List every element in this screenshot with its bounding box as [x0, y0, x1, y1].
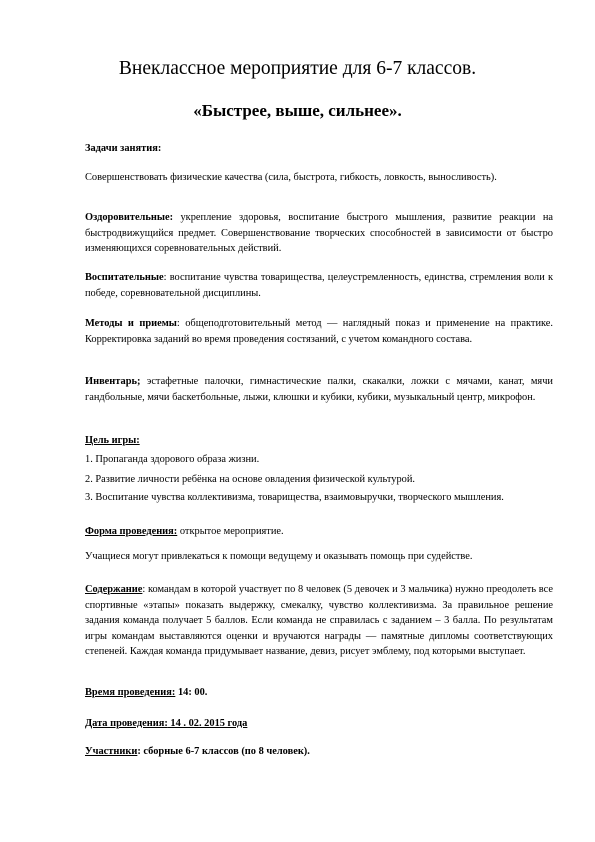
form-paragraph — [85, 524, 553, 540]
educational-paragraph — [85, 270, 553, 301]
educational-text: : воспитание чувства товарищества, целеустремленность, единства, стремления воли к победе, соревновательной дисциплины. — [85, 272, 553, 299]
inventory-text: эстафетные палочки, гимнастические палки, скакалки, ложки с мячами, канат, мячи гандбольные, мячи баскетбольные, лыжи, клюшки и кубики, кубики, музыкальный центр, микрофон. — [85, 376, 553, 403]
time-value: 14: 00. — [175, 687, 208, 698]
tasks-label: Задачи занятия: — [85, 143, 162, 154]
time-label: Время проведения: — [85, 687, 176, 698]
methods-text: : общеподготовительный метод — наглядный показ и применение на практике. Корректировка заданий во время проведения состязаний, с учетом командного состава. — [85, 318, 554, 345]
date-label: Дата проведения: — [85, 718, 168, 729]
tasks-heading — [85, 141, 553, 157]
goal-item: 2. Развитие личности ребёнка на основе овладения физической культурой. — [85, 474, 415, 485]
inventory-label: Инвентарь; — [85, 376, 141, 387]
content-paragraph — [85, 582, 553, 660]
participants-paragraph — [85, 744, 553, 760]
tasks-text: Совершенствовать физические качества (сила, быстрота, гибкость, ловкость, выносливость). — [85, 172, 497, 183]
goal-heading — [85, 433, 553, 449]
content-text: : командам в которой участвует по 8 человек (5 девочек и 3 мальчика) нужно преодолеть все спортивные «этапы» показать выдержку, смекалку, чувство коллективизма. За правильное решение задания команда получает 5 баллов. Если команда не справилась с заданием – 3 балла. По результатам игры командам выставляются оценки и вручаются награды — памятные дипломы соответствующих степеней. Каждая команда придумывает название, девиз, рисует эмблему, под которыми выступает. — [85, 584, 553, 657]
methods-paragraph — [85, 316, 553, 347]
participants-text: : сборные 6-7 классов (по 8 человек). — [137, 746, 310, 757]
document-title: Внеклассное мероприятие для 6-7 классов. — [118, 58, 477, 79]
inventory-paragraph — [85, 374, 553, 405]
methods-label: Методы и приемы — [85, 318, 177, 329]
tasks-paragraph — [85, 170, 553, 186]
health-text: укрепление здоровья, воспитание быстрого мышления, развитие реакции на быстродвижущийся предмет. Совершенствование творческих способностей в зависимости от быстро изменяющихся соревновательных действий. — [85, 212, 553, 254]
document-subtitle: «Быстрее, выше, сильнее». — [193, 101, 402, 120]
date-value: 14 . 02. 2015 года — [167, 718, 248, 729]
goal-item: 1. Пропаганда здорового образа жизни. — [85, 454, 260, 465]
date-paragraph — [85, 716, 553, 732]
goal-label: Цель игры: — [85, 435, 140, 446]
students-note: Учащиеся могут привлекаться к помощи ведущему и оказывать помощь при судействе. — [85, 551, 473, 562]
form-text: открытое мероприятие. — [177, 526, 284, 537]
goal-item: 3. Воспитание чувства коллективизма, товарищества, взаимовыручки, творческого мышления. — [85, 492, 504, 503]
educational-label: Воспитательные — [85, 272, 164, 283]
content-label: Содержание — [85, 584, 143, 595]
participants-label: Участники — [85, 746, 138, 757]
form-label: Форма проведения: — [85, 526, 178, 537]
health-paragraph — [85, 210, 553, 257]
health-label: Оздоровительные: — [85, 212, 174, 223]
time-paragraph — [85, 685, 553, 701]
